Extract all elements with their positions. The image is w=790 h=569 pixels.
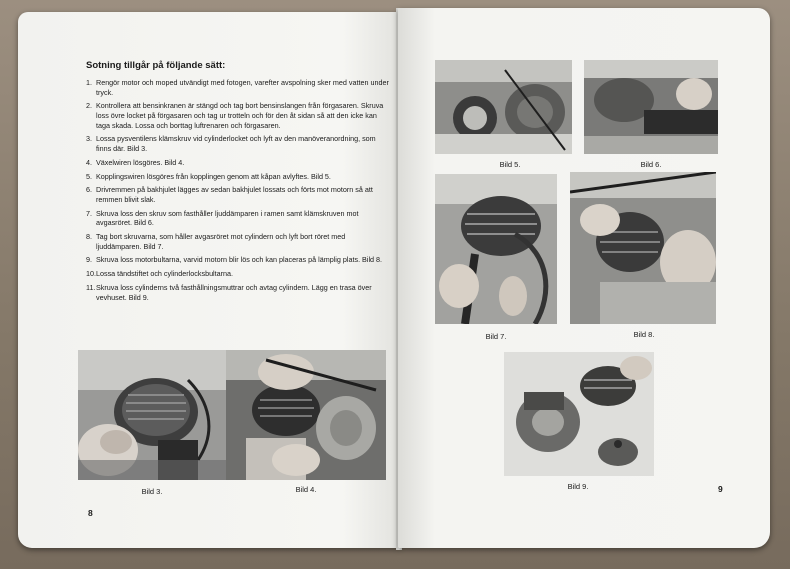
step-text: Skruva loss motorbultarna, varvid motorn blir lös och kan placeras på lämplig plats. Bild 8. — [96, 255, 383, 265]
step-text: Lossa pysventilens klämskruv vid cylinderlocket och lyft av den manöveranordning, som finns där. Bild 3. — [96, 134, 376, 153]
clutch-cover-photo — [435, 60, 572, 154]
photo-bild-6 — [584, 60, 718, 154]
step-number: 7. — [86, 208, 92, 218]
caption-bild-8: Bild 8. — [633, 330, 655, 339]
step-number: 3. — [86, 134, 92, 144]
list-item — [86, 209, 390, 228]
left-page — [18, 12, 400, 548]
list-item — [86, 283, 390, 302]
open-booklet — [14, 8, 780, 554]
right-page — [398, 8, 770, 548]
step-text: Växelwiren lösgöres. Bild 4. — [96, 157, 185, 167]
step-text: Drivremmen på bakhjulet lägges av sedan bakhjulet lossats och förts mot motorn så att remmen blivit slak. — [96, 185, 373, 204]
photo-bild-4 — [226, 350, 386, 480]
photo-bild-5 — [435, 60, 572, 154]
step-text: Skruva loss cylinderns två fasthållningsmuttrar och avtag cylindern. Lägg en trasa över vevhuset. Bild 9. — [96, 282, 372, 302]
list-item — [86, 134, 390, 153]
step-number: 4. — [86, 157, 92, 167]
photo-bild-9 — [504, 352, 654, 476]
step-text: Tag bort skruvarna, som håller avgasröret mot cylindern och lyft bort röret med ljuddämparen. Bild 7. — [96, 232, 346, 251]
instruction-list — [86, 78, 390, 306]
list-item — [86, 78, 390, 97]
step-text: Lossa tändstiftet och cylinderlocksbultarna. — [96, 269, 234, 279]
step-number: 2. — [86, 101, 92, 111]
step-number: 8. — [86, 232, 92, 242]
step-number: 11. — [86, 282, 96, 292]
caption-bild-4: Bild 4. — [295, 485, 317, 494]
page-number-right: 9 — [718, 484, 723, 494]
list-item — [86, 101, 390, 130]
list-item — [86, 172, 390, 182]
engine-bolts-photo — [570, 172, 716, 324]
step-number: 10. — [86, 269, 96, 279]
page-number-left: 8 — [88, 508, 93, 518]
step-text: Kopplingswiren lösgöres från kopplingen genom att kåpan avlyftes. Bild 5. — [96, 171, 331, 181]
step-text: Rengör motor och moped utvändigt med fotogen, varefter avspolning sker med vatten under tryck. — [96, 78, 389, 97]
list-item — [86, 269, 390, 279]
engine-cylinder-photo — [78, 350, 226, 480]
silencer-bracket-photo — [584, 60, 718, 154]
photo-bild-7 — [435, 174, 557, 324]
step-number: 9. — [86, 255, 92, 265]
caption-bild-7: Bild 7. — [485, 332, 507, 341]
step-number: 6. — [86, 185, 92, 195]
step-number: 5. — [86, 171, 92, 181]
photo-bild-3 — [78, 350, 226, 480]
step-number: 1. — [86, 78, 92, 87]
list-item — [86, 232, 390, 251]
list-item — [86, 255, 390, 265]
section-heading: Sotning tillgår på följande sätt: — [86, 60, 226, 71]
caption-bild-3: Bild 3. — [141, 487, 163, 496]
cylinder-removed-photo — [504, 352, 654, 476]
list-item — [86, 158, 390, 168]
list-item — [86, 185, 390, 204]
gear-cable-photo — [226, 350, 386, 480]
photo-bild-8 — [570, 172, 716, 324]
step-text: Skruva loss den skruv som fasthåller ljuddämparen i ramen samt klämskruven mot avgasröret. Bild 6. — [96, 208, 359, 228]
exhaust-removal-photo — [435, 174, 557, 324]
caption-bild-5: Bild 5. — [499, 160, 521, 169]
caption-bild-6: Bild 6. — [640, 160, 662, 169]
step-text: Kontrollera att bensinkranen är stängd och tag bort bensinslangen från förgasaren. Skruva loss övre locket på förgasaren och tag ur trotteln och för den åt sidan så att den icke kan taga skada. Lossa och borttag luftrenaren och förgasaren. — [96, 101, 384, 130]
caption-bild-9: Bild 9. — [567, 482, 589, 491]
